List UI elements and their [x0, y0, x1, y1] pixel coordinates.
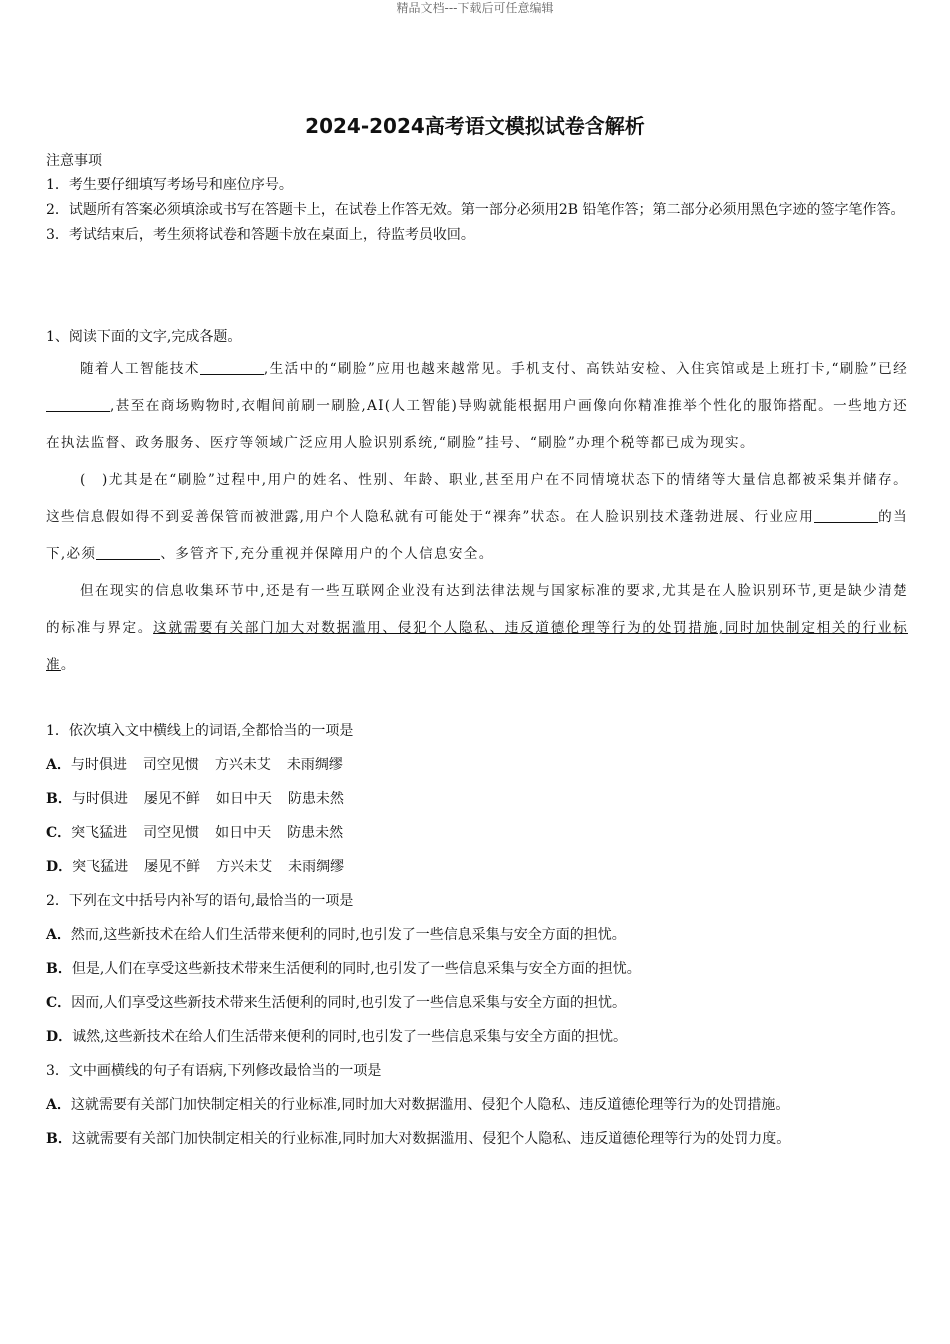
- question-1: [46, 714, 908, 884]
- text-run: 。: [60, 657, 76, 673]
- option-c: [46, 986, 908, 1020]
- option-a: [46, 1088, 908, 1122]
- option-word: 司空见惯: [142, 757, 199, 773]
- option-word: 方兴未艾: [214, 757, 271, 773]
- notice-block: [46, 150, 908, 248]
- option-b: [46, 952, 908, 986]
- notice-item: 3．考试结束后，考生须将试卷和答题卡放在桌面上，待监考员收回。: [46, 227, 475, 243]
- question-stem: 1．依次填入文中横线上的词语,全都恰当的一项是: [46, 723, 354, 739]
- fill-blank: [96, 545, 160, 560]
- option-label: A．: [46, 927, 71, 943]
- text-run: 、多管齐下,充分重视并保障用户的个人信息安全。: [160, 546, 494, 562]
- option-label: B．: [46, 961, 72, 977]
- option-word: 如日中天: [215, 791, 272, 807]
- option-text: 这就需要有关部门加快制定相关的行业标准,同时加大对数据滥用、侵犯个人隐私、违反道德伦理等行为的处罚力度。: [71, 1131, 791, 1147]
- text-run: 但在现实的信息收集环节中,还是有一些互联网企业没有达到法律法规与国家标准的要求,尤其是在人脸识别环节,更是缺少清楚的标准与界定。: [46, 583, 908, 636]
- option-text: 然而,这些新技术在给人们生活带来便利的同时,也引发了一些信息采集与安全方面的担忧。: [70, 927, 626, 943]
- option-label: B．: [46, 791, 72, 807]
- notice-item: 1．考生要仔细填写考场号和座位序号。: [46, 177, 293, 193]
- section-heading: [46, 322, 908, 352]
- option-word: 如日中天: [215, 825, 272, 841]
- option-word: 突飞猛进: [71, 825, 128, 841]
- option-d: [46, 1020, 908, 1054]
- option-label: A．: [46, 757, 71, 773]
- option-word: 防患未然: [287, 791, 344, 807]
- option-b: [46, 1122, 908, 1156]
- option-word: 防患未然: [287, 825, 344, 841]
- option-label: C．: [46, 825, 72, 841]
- option-word: 方兴未艾: [216, 859, 273, 875]
- text-run: ( )尤其是在“刷脸”过程中,用户的姓名、性别、年龄、职业,甚至用户在不同情境状态下的情绪等大量信息都被采集并储存。这些信息假如得不到妥善保管而被泄露,用户个人隐私就有可能处于“裸奔”状态。在人脸识别技术蓬勃进展、行业应用: [46, 472, 908, 525]
- option-c: [46, 816, 908, 850]
- option-text: 因而,人们享受这些新技术带来生活便利的同时,也引发了一些信息采集与安全方面的担忧。: [71, 995, 627, 1011]
- passage-paragraph-1: [46, 351, 908, 462]
- option-label: A．: [46, 1097, 71, 1113]
- passage-paragraph-2: [46, 462, 908, 573]
- text-run: ,生活中的“刷脸”应用也越来越常见。手机支付、高铁站安检、入住宾馆或是上班打卡,“刷脸”已经: [263, 361, 908, 377]
- fill-blank: [814, 508, 878, 523]
- option-label: C．: [46, 995, 72, 1011]
- fill-blank: [46, 397, 110, 412]
- option-text: 这就需要有关部门加快制定相关的行业标准,同时加大对数据滥用、侵犯个人隐私、违反道德伦理等行为的处罚措施。: [70, 1097, 790, 1113]
- option-word: 未雨绸缪: [286, 757, 343, 773]
- option-text: 但是,人们在享受这些新技术带来生活便利的同时,也引发了一些信息采集与安全方面的担忧。: [71, 961, 641, 977]
- option-word: 屡见不鲜: [144, 859, 201, 875]
- option-word: 与时俱进: [70, 757, 127, 773]
- text-run: 的当下,必须: [46, 509, 908, 562]
- option-word: 屡见不鲜: [143, 791, 200, 807]
- option-word: 司空见惯: [143, 825, 200, 841]
- option-b: [46, 782, 908, 816]
- option-label: D．: [46, 859, 73, 875]
- notice-item: 2．试题所有答案必须填涂或书写在答题卡上，在试卷上作答无效。第一部分必须用2B 铅笔作答；第二部分必须用黑色字迹的签字笔作答。: [46, 202, 905, 218]
- question-3: [46, 1054, 908, 1156]
- question-stem: 3．文中画横线的句子有语病,下列修改最恰当的一项是: [46, 1063, 382, 1079]
- option-word: 未雨绸缪: [288, 859, 345, 875]
- section-heading-text: 1、阅读下面的文字,完成各题。: [46, 329, 242, 345]
- header-note: 精品文档---下载后可任意编辑: [396, 1, 554, 15]
- reading-passage: [46, 351, 908, 684]
- option-d: [46, 850, 908, 884]
- underlined-sentence: 这就需要有关部门加大对数据滥用、侵犯个人隐私、违反道德伦理等行为的处罚措施,同时加快制定相关的行业标准: [46, 620, 908, 673]
- option-word: 与时俱进: [71, 791, 128, 807]
- passage-paragraph-3: [46, 573, 908, 684]
- option-label: B．: [46, 1131, 72, 1147]
- fill-blank: [200, 360, 264, 375]
- text-run: 随着人工智能技术: [80, 361, 200, 377]
- question-stem: 2．下列在文中括号内补写的语句,最恰当的一项是: [46, 893, 354, 909]
- option-label: D．: [46, 1029, 73, 1045]
- option-text: 诚然,这些新技术在给人们生活带来便利的同时,也引发了一些信息采集与安全方面的担忧。: [72, 1029, 628, 1045]
- notice-heading: 注意事项: [46, 153, 102, 169]
- document-title: 2024-2024高考语文模拟试卷含解析: [305, 114, 645, 138]
- question-2: [46, 884, 908, 1054]
- option-a: [46, 918, 908, 952]
- option-word: 突飞猛进: [72, 859, 129, 875]
- option-a: [46, 748, 908, 782]
- text-run: ,甚至在商场购物时,衣帽间前刷一刷脸,AI(人工智能)导购就能根据用户画像向你精准推举个性化的服饰搭配。一些地方还在执法监督、政务服务、医疗等领域广泛应用人脸识别系统,“刷脸”挂号、“刷脸”办理个税等都已成为现实。: [46, 398, 908, 451]
